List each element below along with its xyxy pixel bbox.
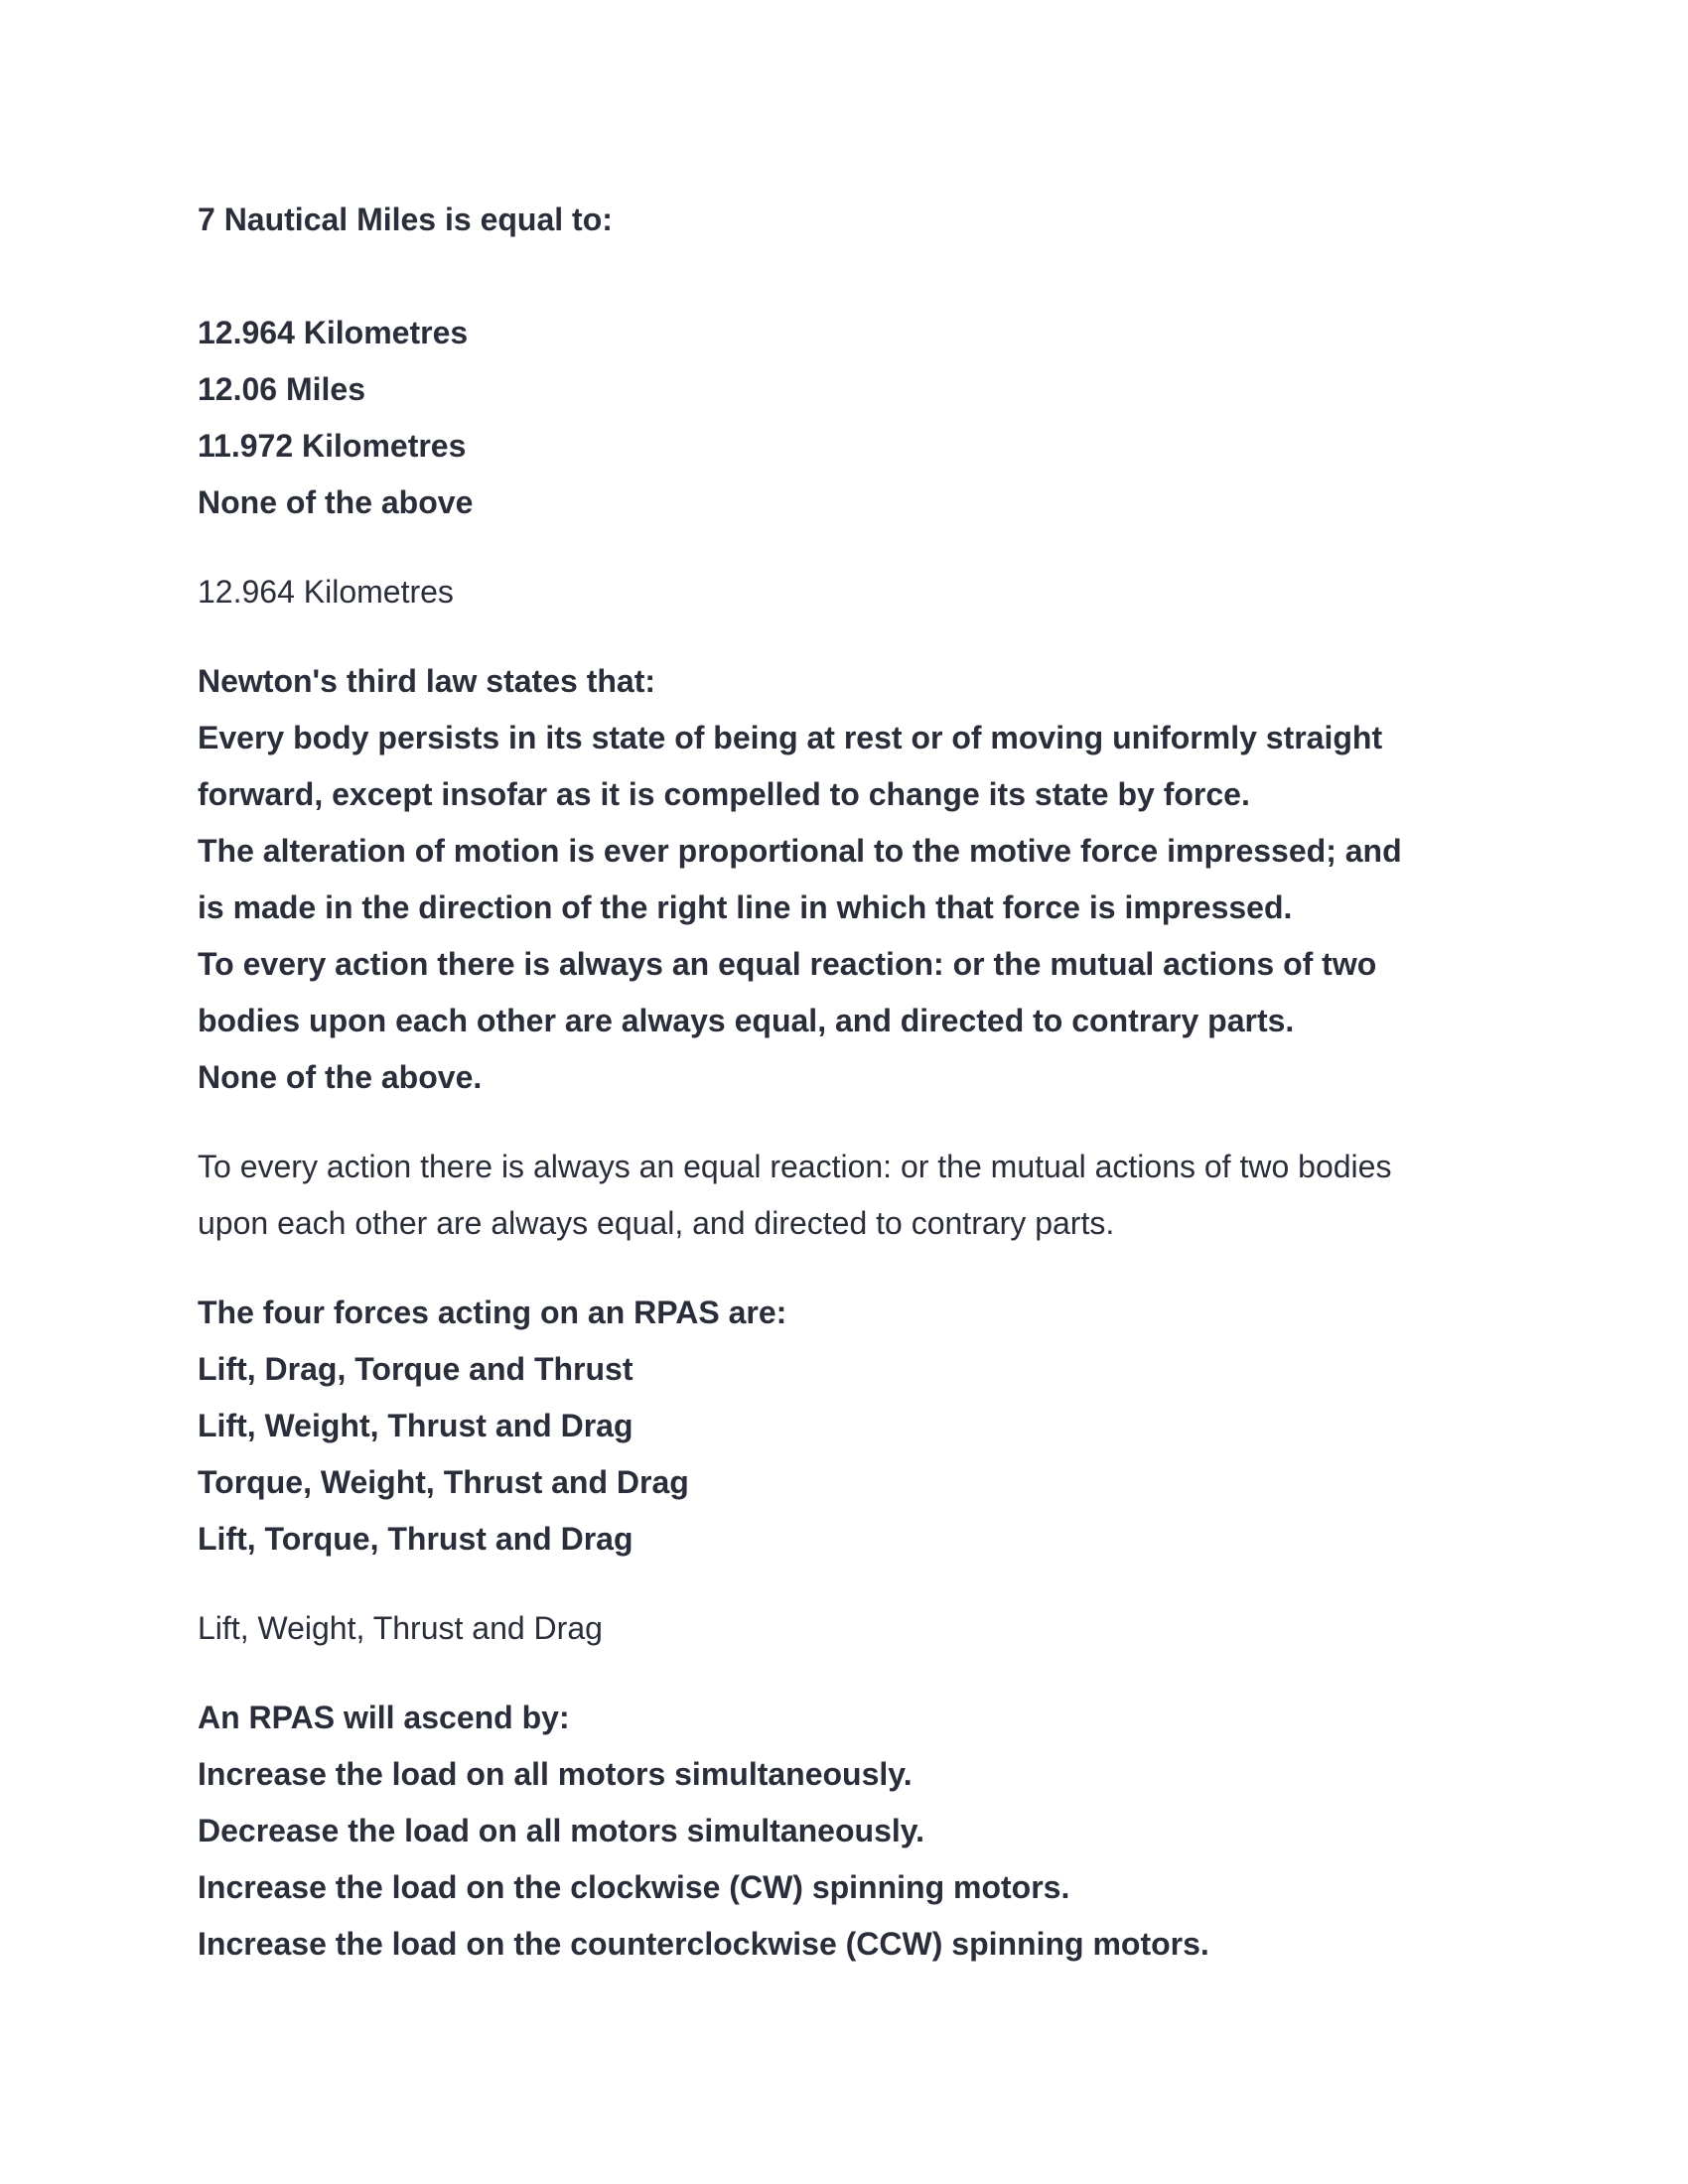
answer-option: Lift, Torque, Thrust and Drag	[198, 1521, 633, 1557]
answer-text: Lift, Weight, Thrust and Drag	[198, 1610, 603, 1646]
answer-option: Increase the load on the counterclockwise (CCW) spinning motors.	[198, 1926, 1209, 1962]
question-block-2	[198, 653, 1488, 1252]
answer-option: is made in the direction of the right line in which that force is impressed.	[198, 889, 1293, 925]
answer-text: To every action there is always an equal reaction: or the mutual actions of two bodies	[198, 1149, 1392, 1184]
question-title: An RPAS will ascend by:	[198, 1700, 570, 1735]
answer-option: None of the above	[198, 484, 474, 520]
answer-option: bodies upon each other are always equal, and directed to contrary parts.	[198, 1003, 1295, 1038]
answer-option: Increase the load on all motors simultaneously.	[198, 1756, 913, 1792]
document-page	[198, 192, 1488, 1973]
answer-option: forward, except insofar as it is compelled to change its state by force.	[198, 776, 1250, 812]
answer-option: 11.972 Kilometres	[198, 428, 467, 464]
question-block-4	[198, 1690, 1488, 1973]
answer-option: The alteration of motion is ever proportional to the motive force impressed; and	[198, 833, 1402, 869]
question-block-1	[198, 192, 1488, 620]
correct-answer	[198, 564, 1488, 620]
answer-text: 12.964 Kilometres	[198, 574, 454, 610]
answer-option: Increase the load on the clockwise (CW) spinning motors.	[198, 1869, 1070, 1905]
question-title: Newton's third law states that:	[198, 663, 655, 699]
question-title: 7 Nautical Miles is equal to:	[198, 202, 613, 237]
question-title: The four forces acting on an RPAS are:	[198, 1295, 787, 1330]
answer-option: Every body persists in its state of being at rest or of moving uniformly straight	[198, 720, 1383, 755]
answer-option: Torque, Weight, Thrust and Drag	[198, 1464, 689, 1500]
answer-option: 12.06 Miles	[198, 371, 365, 407]
question-block-3	[198, 1285, 1488, 1657]
answer-option: Lift, Weight, Thrust and Drag	[198, 1408, 633, 1443]
answer-option: None of the above.	[198, 1059, 483, 1095]
answer-text: upon each other are always equal, and directed to contrary parts.	[198, 1205, 1115, 1241]
answer-option: Decrease the load on all motors simultaneously.	[198, 1813, 925, 1848]
correct-answer	[198, 1600, 1488, 1657]
answer-option: 12.964 Kilometres	[198, 315, 469, 350]
answer-option: Lift, Drag, Torque and Thrust	[198, 1351, 633, 1387]
answer-option: To every action there is always an equal reaction: or the mutual actions of two	[198, 946, 1377, 982]
correct-answer	[198, 1139, 1488, 1252]
